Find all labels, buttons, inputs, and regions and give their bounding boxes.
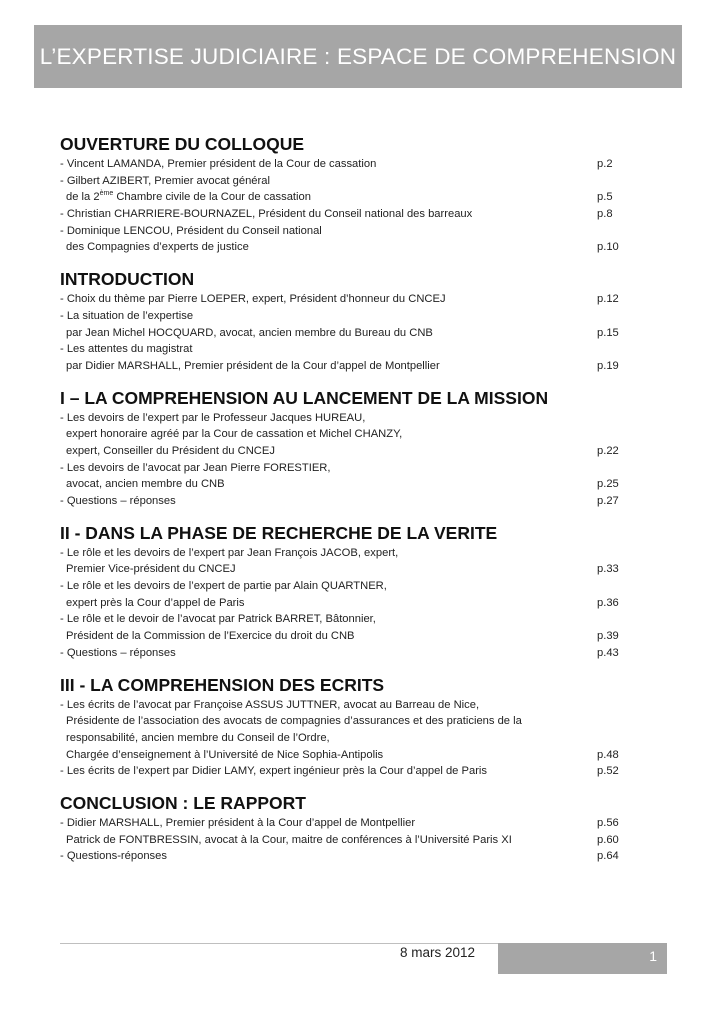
toc-entry [60, 476, 640, 493]
toc-entry [60, 460, 640, 477]
toc-entry-text: - Les devoirs de l’expert par le Professeur Jacques HUREAU, [60, 411, 366, 424]
toc-section [60, 522, 640, 662]
toc-entry [60, 239, 640, 256]
toc-section [60, 387, 640, 510]
toc-entry-text: - Le rôle et les devoirs de l’expert de partie par Alain QUARTNER, [60, 580, 387, 593]
toc-entry [60, 206, 640, 223]
toc-entry [60, 763, 640, 780]
toc-entry-text: - Les attentes du magistrat [60, 343, 193, 356]
toc-page-ref: p.36 [597, 596, 619, 609]
toc-section [60, 268, 640, 374]
toc-page-ref: p.60 [597, 833, 619, 846]
toc-page-ref: p.22 [597, 444, 619, 457]
table-of-contents [60, 133, 640, 877]
toc-entry [60, 173, 640, 190]
toc-page-ref: p.2 [597, 158, 613, 170]
toc-entry [60, 545, 640, 562]
toc-page-ref: p.27 [597, 495, 619, 507]
document-title-banner [34, 25, 682, 88]
section-heading: CONCLUSION : LE RAPPORT [60, 792, 306, 813]
toc-entry-text: - La situation de l’expertise [60, 309, 194, 322]
toc-entry [60, 223, 640, 240]
section-heading: INTRODUCTION [60, 269, 195, 290]
toc-entry-text: avocat, ancien membre du CNB [66, 478, 225, 491]
toc-entry [60, 325, 640, 342]
toc-page-ref: p.64 [597, 850, 619, 863]
toc-entry-text: par Jean Michel HOCQUARD, avocat, ancien membre du Bureau du CNB [66, 326, 433, 339]
toc-entry [60, 358, 640, 375]
toc-section [60, 133, 640, 256]
toc-entry [60, 426, 640, 443]
toc-entry-text: par Didier MARSHALL, Premier président de la Cour d’appel de Montpellier [66, 359, 440, 372]
toc-entry-text: de la 2ème Chambre civile de la Cour de cassation [66, 190, 311, 204]
toc-section [60, 674, 640, 780]
section-heading: II - DANS LA PHASE DE RECHERCHE DE LA VERITE [60, 522, 498, 543]
toc-entry [60, 815, 640, 832]
toc-entry [60, 697, 640, 714]
toc-page-ref: p.33 [597, 563, 619, 576]
toc-entry [60, 595, 640, 612]
toc-page-ref: p.10 [597, 241, 619, 254]
toc-entry [60, 410, 640, 427]
toc-page-ref: p.39 [597, 630, 619, 643]
toc-entry [60, 645, 640, 662]
toc-entry-text: Président de la Commission de l’Exercice du droit du CNB [66, 630, 355, 643]
toc-entry [60, 308, 640, 325]
toc-entry [60, 848, 640, 865]
toc-entry-text: expert, Conseiller du Président du CNCEJ [66, 444, 275, 457]
footer-divider [60, 943, 498, 944]
toc-entry [60, 730, 640, 747]
toc-entry [60, 189, 640, 206]
toc-page-ref: p.12 [597, 293, 619, 306]
toc-entry-text: Chargée d’enseignement à l’Université de Nice Sophia-Antipolis [66, 748, 384, 761]
toc-entry-text: - Gilbert AZIBERT, Premier avocat général [60, 174, 270, 187]
toc-entry [60, 628, 640, 645]
toc-entry-text: - Didier MARSHALL, Premier président à la Cour d’appel de Montpellier [60, 816, 416, 829]
toc-section [60, 792, 640, 865]
section-heading: OUVERTURE DU COLLOQUE [60, 134, 305, 154]
toc-page-ref: p.8 [597, 208, 613, 221]
toc-entry [60, 493, 640, 510]
toc-entry-text: Présidente de l’association des avocats de compagnies d’assurances et des praticiens de la [66, 715, 522, 728]
toc-entry-text: - Les devoirs de l’avocat par Jean Pierre FORESTIER, [60, 461, 331, 474]
page-number-box [498, 943, 667, 974]
toc-entry [60, 747, 640, 764]
toc-entry-text: - Questions – réponses [60, 646, 176, 659]
toc-entry [60, 291, 640, 308]
toc-entry-text: expert près la Cour d’appel de Paris [66, 596, 245, 609]
toc-page-ref: p.43 [597, 646, 619, 659]
section-heading: III - LA COMPREHENSION DES ECRITS [60, 674, 385, 695]
toc-entry-text: - Christian CHARRIERE-BOURNAZEL, Président du Conseil national des barreaux [60, 208, 473, 221]
toc-page-ref: p.5 [597, 191, 613, 204]
toc-entry [60, 156, 640, 173]
toc-entry-text: - Le rôle et le devoir de l’avocat par Patrick BARRET, Bâtonnier, [60, 613, 376, 626]
toc-entry [60, 443, 640, 460]
toc-entry [60, 341, 640, 358]
toc-entry-text: des Compagnies d’experts de justice [66, 241, 249, 254]
toc-entry [60, 611, 640, 628]
toc-entry [60, 832, 640, 849]
toc-entry-text: - Questions – réponses [60, 495, 176, 507]
toc-entry [60, 578, 640, 595]
toc-page-ref: p.25 [597, 478, 619, 491]
toc-entry [60, 561, 640, 578]
toc-entry-text: - Questions-réponses [60, 850, 167, 863]
toc-entry-text: responsabilité, ancien membre du Conseil de l’Ordre, [66, 731, 330, 744]
toc-page-ref: p.48 [597, 748, 619, 761]
toc-page-ref: p.52 [597, 765, 619, 778]
toc-entry-text: - Les écrits de l’expert par Didier LAMY, expert ingénieur près la Cour d’appel de Paris [60, 765, 487, 778]
toc-page-ref: p.19 [597, 359, 619, 372]
toc-entry [60, 713, 640, 730]
footer-date: 8 mars 2012 [400, 945, 476, 960]
toc-page-ref: p.15 [597, 326, 619, 339]
toc-entry-text: - Les écrits de l’avocat par Françoise ASSUS JUTTNER, avocat au Barreau de Nice, [60, 698, 480, 711]
document-title: L’EXPERTISE JUDICIAIRE : ESPACE DE COMPREHENSION [39, 43, 677, 69]
toc-entry-text: - Choix du thème par Pierre LOEPER, expert, Président d’honneur du CNCEJ [60, 293, 446, 306]
section-heading: I – LA COMPREHENSION AU LANCEMENT DE LA MISSION [60, 387, 549, 408]
toc-entry-text: - Le rôle et les devoirs de l’expert par Jean François JACOB, expert, [60, 546, 399, 559]
toc-page-ref: p.56 [597, 816, 619, 829]
toc-entry-text: Premier Vice-président du CNCEJ [66, 563, 236, 576]
page-number: 1 [649, 948, 657, 964]
toc-entry-text: Patrick de FONTBRESSIN, avocat à la Cour, maitre de conférences à l’Université Paris XI [66, 833, 512, 846]
toc-entry-text: expert honoraire agréé par la Cour de cassation et Michel CHANZY, [66, 428, 403, 441]
toc-entry-text: - Vincent LAMANDA, Premier président de la Cour de cassation [60, 158, 377, 170]
toc-entry-text: - Dominique LENCOU, Président du Conseil national [60, 224, 322, 237]
